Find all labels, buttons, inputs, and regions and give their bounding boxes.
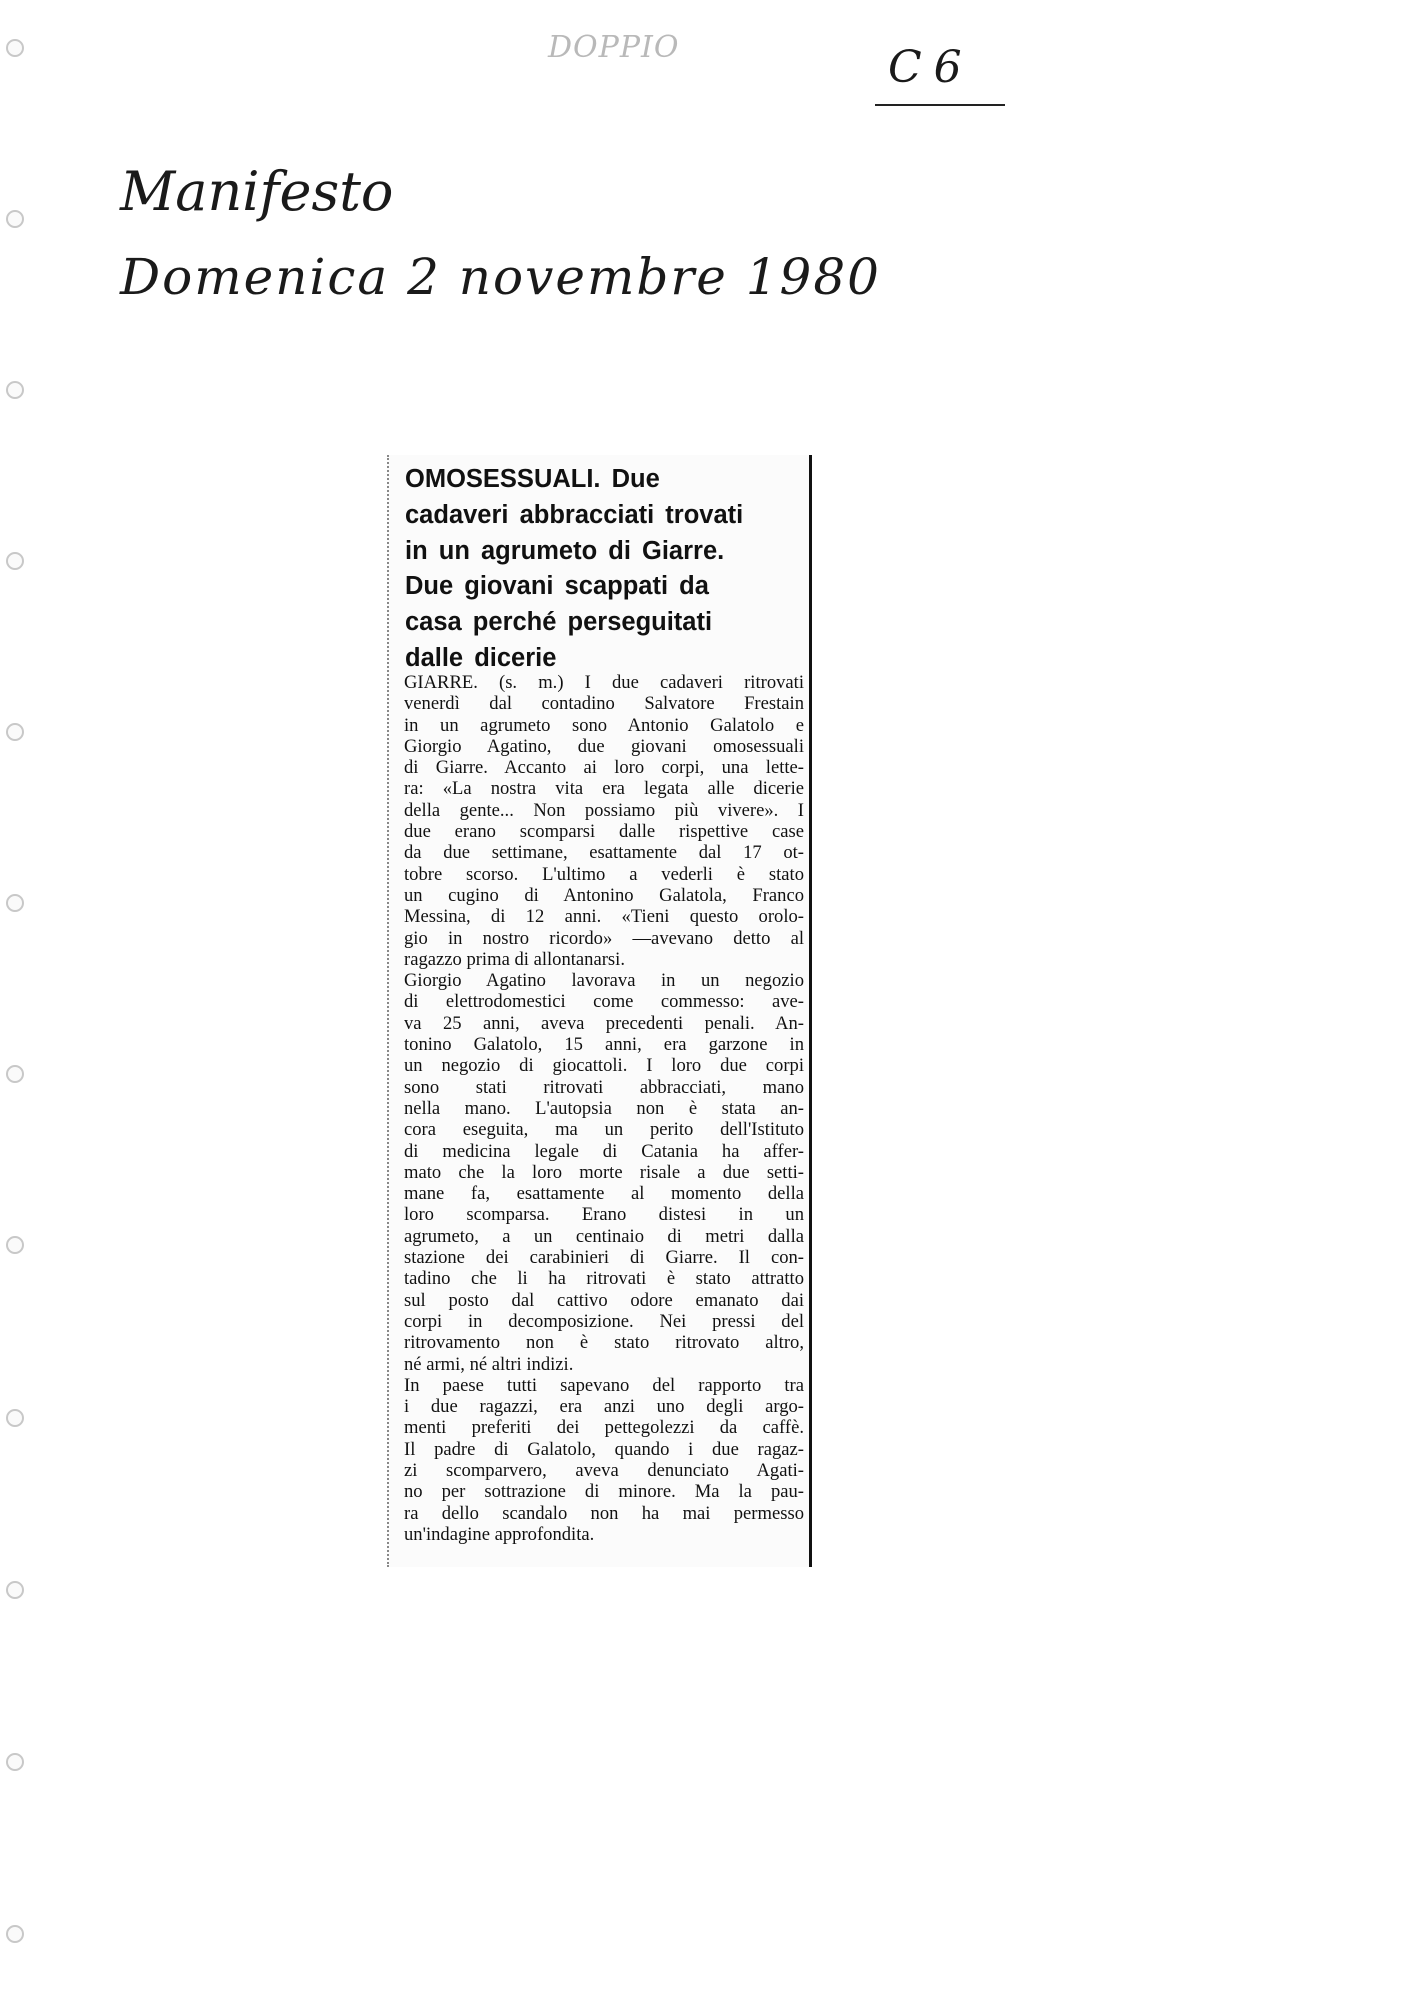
article-body xyxy=(404,672,804,1545)
text-line: di medicina legale di Catania ha affer- xyxy=(404,1140,804,1162)
text-line: un negozio di giocattoli. I loro due corpi xyxy=(404,1055,804,1077)
text-line: sul posto dal cattivo odore emanato dai xyxy=(404,1289,804,1311)
text-line: corpi in decomposizione. Nei pressi del xyxy=(404,1310,804,1332)
text-line: gio in nostro ricordo» —avevano detto al xyxy=(404,927,804,949)
text-line: ra: «La nostra vita era legata alle dicerie xyxy=(404,778,804,800)
text-line: GIARRE. (s. m.) I due cadaveri ritrovati xyxy=(404,672,804,693)
text-line: della gente... Non possiamo più vivere». I xyxy=(404,799,804,821)
headline-line: Due giovani scappati da xyxy=(405,572,709,601)
punch-hole xyxy=(6,894,24,912)
newspaper-name: Manifesto xyxy=(120,160,394,223)
text-line: tonino Galatolo, 15 anni, era garzone in xyxy=(404,1034,804,1056)
text-line: un'indagine approfondita. xyxy=(404,1523,595,1545)
text-line: due erano scomparsi dalle rispettive case xyxy=(404,821,804,843)
text-line: da due settimane, esattamente dal 17 ot- xyxy=(404,842,804,864)
text-line: ragazzo prima di allontanarsi. xyxy=(404,948,625,970)
headline-line: in un agrumeto di Giarre. xyxy=(405,536,725,565)
headline-line: cadaveri abbracciati trovati xyxy=(405,500,744,529)
text-line: agrumeto, a un centinaio di metri dalla xyxy=(404,1225,804,1247)
text-line: tadino che li ha ritrovati è stato attratto xyxy=(404,1268,804,1290)
text-line: né armi, né altri indizi. xyxy=(404,1353,574,1375)
text-line: venerdì dal contadino Salvatore Frestain xyxy=(404,693,804,715)
stamp-annotation: DOPPIO xyxy=(548,30,680,65)
punch-hole xyxy=(6,1409,24,1427)
punch-hole xyxy=(6,210,24,228)
text-line: Il padre di Galatolo, quando i due ragaz- xyxy=(404,1438,804,1460)
text-line: zi scomparvero, aveva denunciato Agati- xyxy=(404,1459,804,1481)
text-line: tobre scorso. L'ultimo a vederli è stato xyxy=(404,863,804,885)
text-line: no per sottrazione di minore. Ma la pau- xyxy=(404,1481,804,1503)
text-line: ritrovamento non è stato ritrovato altro, xyxy=(404,1332,804,1354)
text-line: stazione dei carabinieri di Giarre. Il con- xyxy=(404,1247,804,1269)
code-underline xyxy=(875,104,1005,106)
text-line: di Giarre. Accanto ai loro corpi, una lette- xyxy=(404,757,804,779)
article-headline xyxy=(405,462,805,677)
text-line: mane fa, esattamente al momento della xyxy=(404,1183,804,1205)
punch-hole xyxy=(6,39,24,57)
punch-hole xyxy=(6,1753,24,1771)
headline-line: dalle dicerie xyxy=(405,643,557,672)
text-line: ra dello scandalo non ha mai permesso xyxy=(404,1502,804,1524)
text-line: i due ragazzi, era anzi uno degli argo- xyxy=(404,1396,804,1418)
text-line: Giorgio Agatino lavorava in un negozio xyxy=(404,970,804,992)
punch-hole xyxy=(6,1925,24,1943)
punch-hole xyxy=(6,1581,24,1599)
punch-hole xyxy=(6,1065,24,1083)
text-line: cora eseguita, ma un perito dell'Istituto xyxy=(404,1119,804,1141)
text-line: un cugino di Antonino Galatola, Franco xyxy=(404,884,804,906)
headline-line: casa perché perseguitati xyxy=(405,608,713,637)
headline-line: OMOSESSUALI. Due xyxy=(405,465,660,493)
punch-hole xyxy=(6,1236,24,1254)
text-line: di elettrodomestici come commesso: ave- xyxy=(404,991,804,1013)
text-line: In paese tutti sapevano del rapporto tra xyxy=(404,1374,804,1396)
punch-hole xyxy=(6,381,24,399)
article-paragraph xyxy=(404,672,804,970)
publication-date: Domenica 2 novembre 1980 xyxy=(120,248,881,306)
text-line: loro scomparsa. Erano distesi in un xyxy=(404,1204,804,1226)
article-paragraph xyxy=(404,1375,804,1545)
article-paragraph xyxy=(404,970,804,1375)
punch-hole xyxy=(6,723,24,741)
text-line: va 25 anni, aveva precedenti penali. An- xyxy=(404,1012,804,1034)
text-line: nella mano. L'autopsia non è stata an- xyxy=(404,1097,804,1119)
text-line: Giorgio Agatino, due giovani omosessuali xyxy=(404,735,804,757)
text-line: mato che la loro morte risale a due setti- xyxy=(404,1161,804,1183)
text-line: in un agrumeto sono Antonio Galatolo e xyxy=(404,714,804,736)
text-line: menti preferiti dei pettegolezzi da caffè. xyxy=(404,1417,804,1439)
text-line: Messina, di 12 anni. «Tieni questo orolo- xyxy=(404,906,804,928)
punch-hole xyxy=(6,552,24,570)
archive-code: C6 xyxy=(888,42,974,93)
text-line: sono stati ritrovati abbracciati, mano xyxy=(404,1076,804,1098)
